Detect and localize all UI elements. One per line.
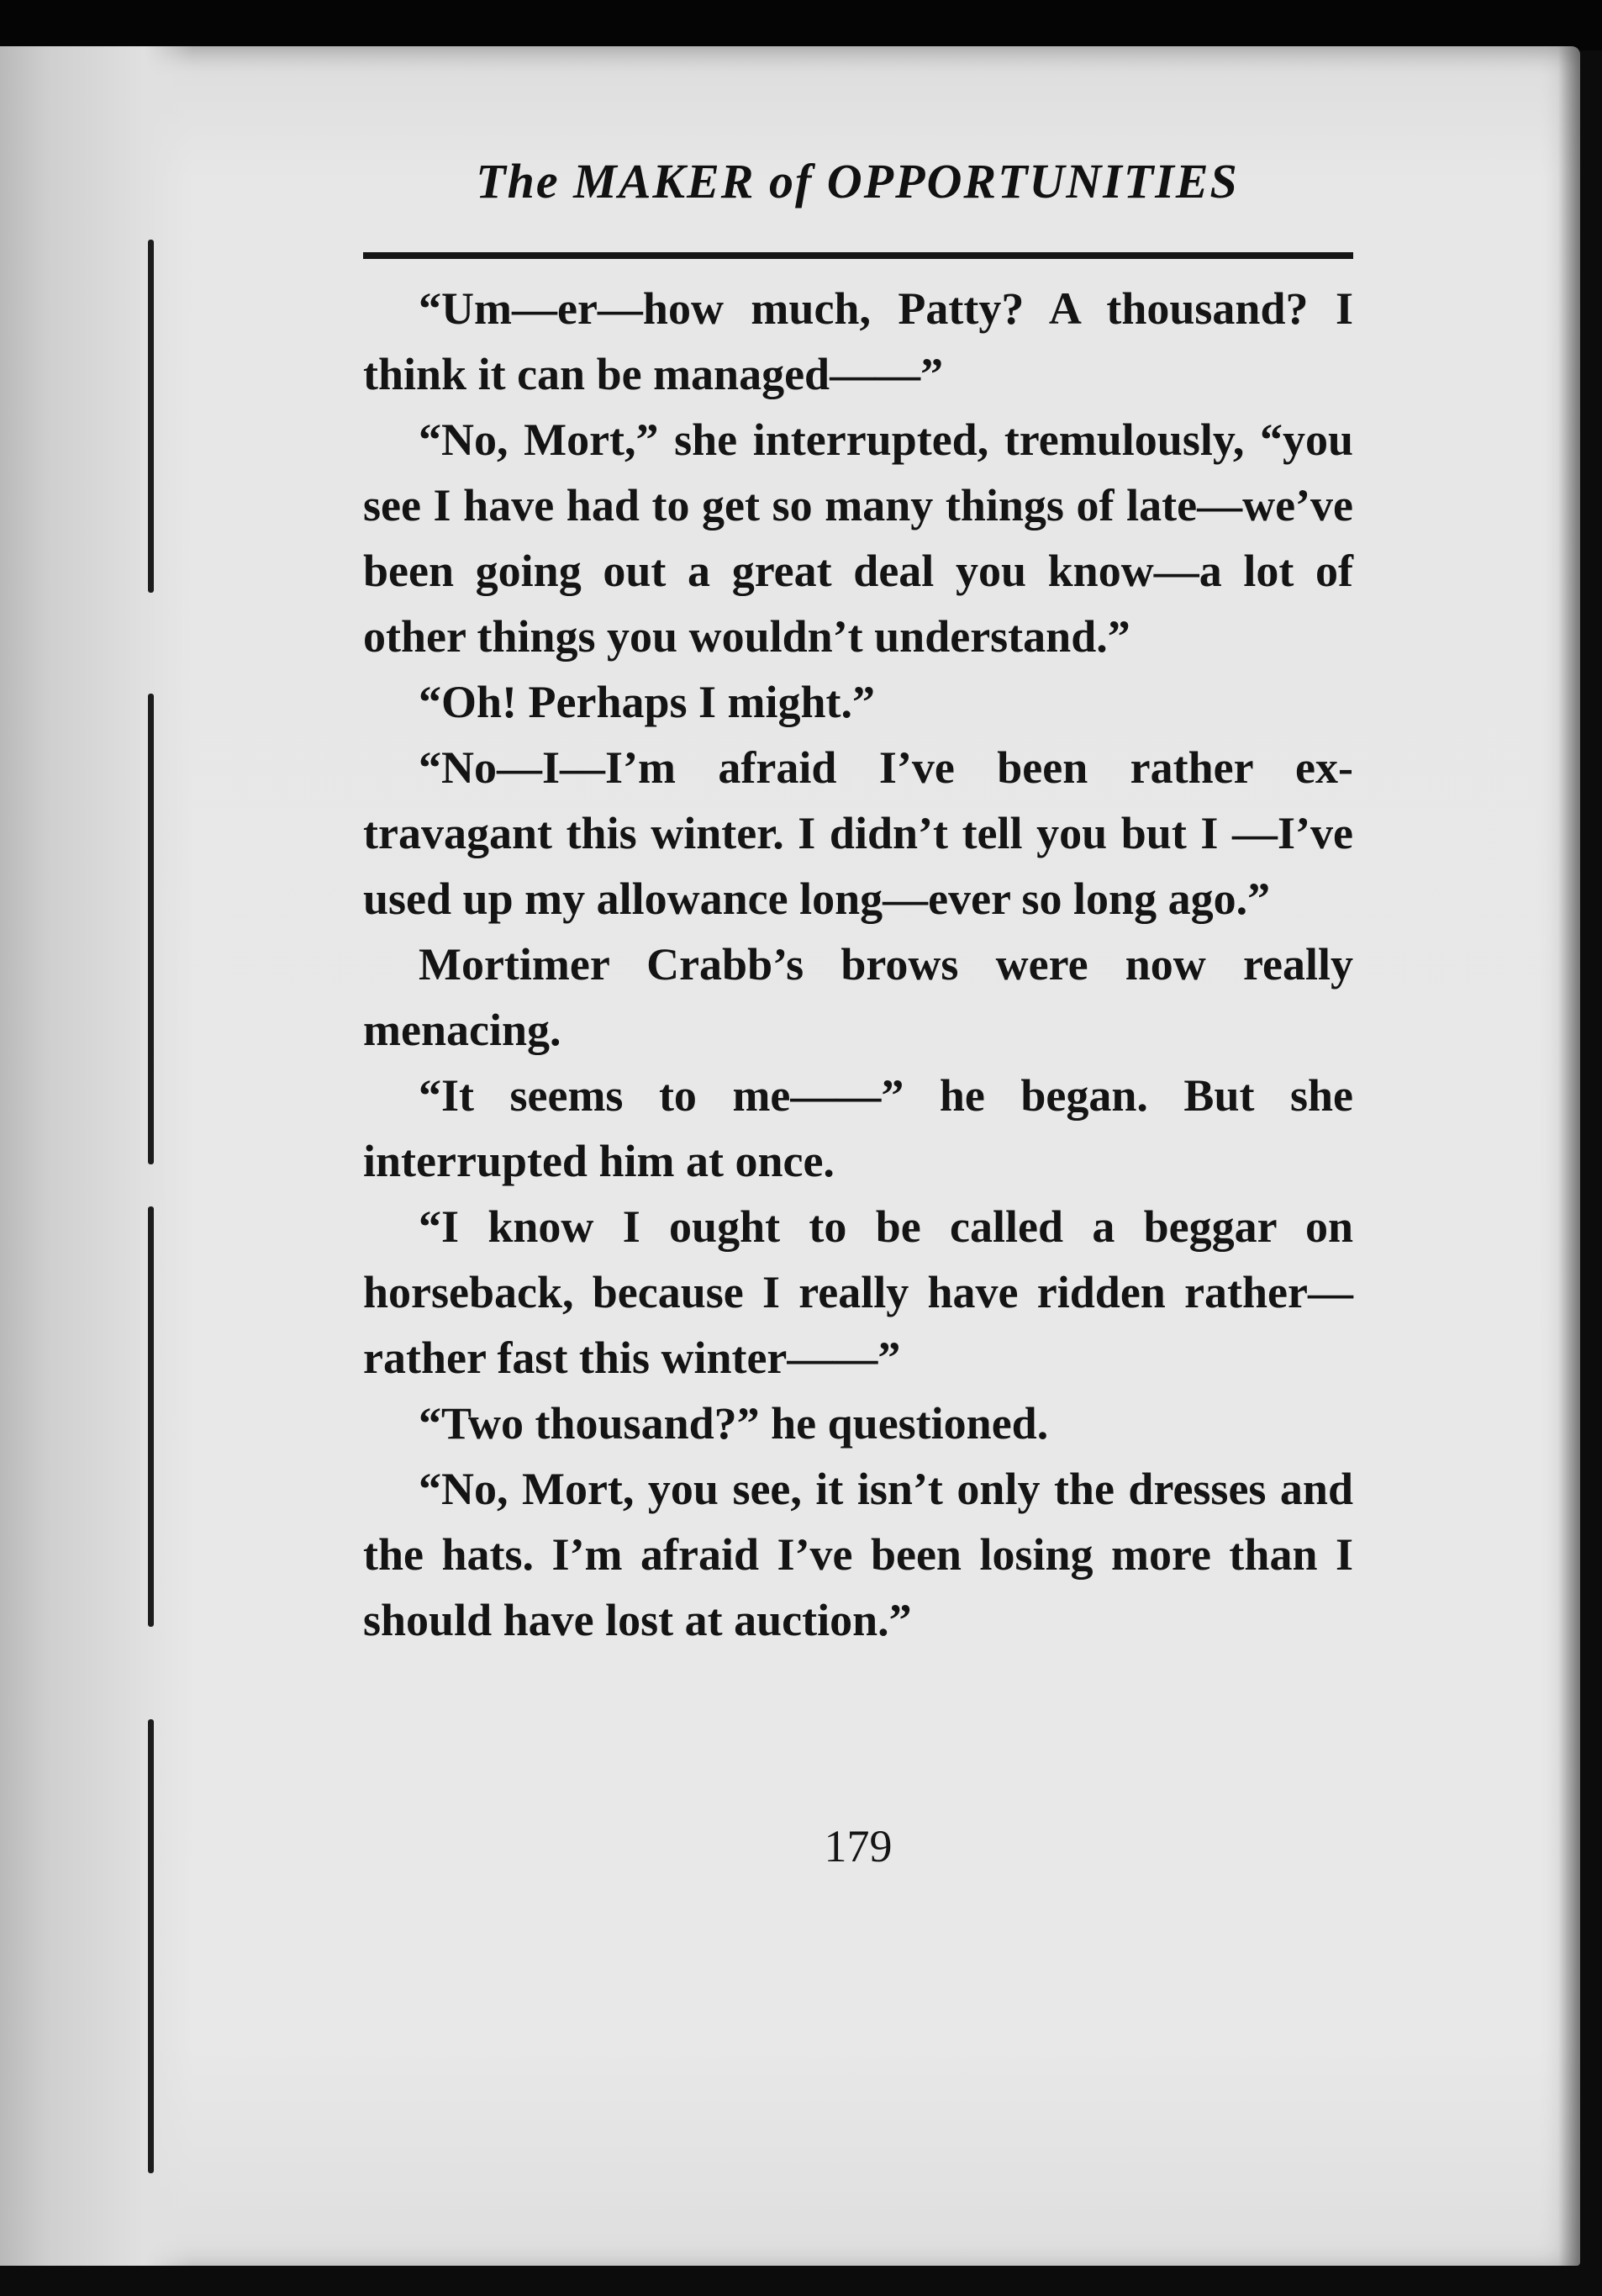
header-rule (363, 252, 1353, 259)
binding-shadow (148, 694, 154, 1164)
paragraph: Mortimer Crabb’s brows were now really menacing. (363, 939, 1353, 1055)
scan-border-top (0, 0, 1602, 50)
paragraph: “No, Mort,” she interrupted, tremulously, “you see I have had to get so many things of late—we’ve been going out a great deal you know—a lot of other things you wouldn’t understand.” (363, 414, 1353, 662)
binding-shadow (148, 1206, 154, 1627)
paragraph: “I know I ought to be called a beggar on horseback, because I really have ridden rather—rather fast this winter——” (363, 1201, 1353, 1383)
paragraph: “Two thousand?” he questioned. (419, 1398, 1049, 1449)
paragraph: “Oh! Perhaps I might.” (419, 677, 876, 727)
binding-shadow (148, 1719, 154, 2173)
page-edge-shadow (1558, 46, 1580, 2266)
paragraph: “It seems to me——” he began. But she interrupted him at once. (363, 1070, 1353, 1186)
paragraph: “No, Mort, you see, it isn’t only the dresses and the hats. I’m afraid I’ve been losing more than I should have lost at auction.” (363, 1464, 1353, 1645)
page-number: 179 (824, 1821, 893, 1871)
binding-gutter (0, 46, 193, 2266)
paragraph: “No—I—I’m afraid I’ve been rather extravagant this winter. I didn’t tell you but I —I’ve used up my allowance long—ever so long ago.” (363, 742, 1353, 924)
body-text (363, 276, 1353, 1653)
running-head: The MAKER of OPPORTUNITIES (476, 153, 1239, 208)
paragraph: “Um—er—how much, Patty? A thousand? I think it can be managed——” (363, 283, 1353, 399)
binding-shadow (148, 240, 154, 593)
